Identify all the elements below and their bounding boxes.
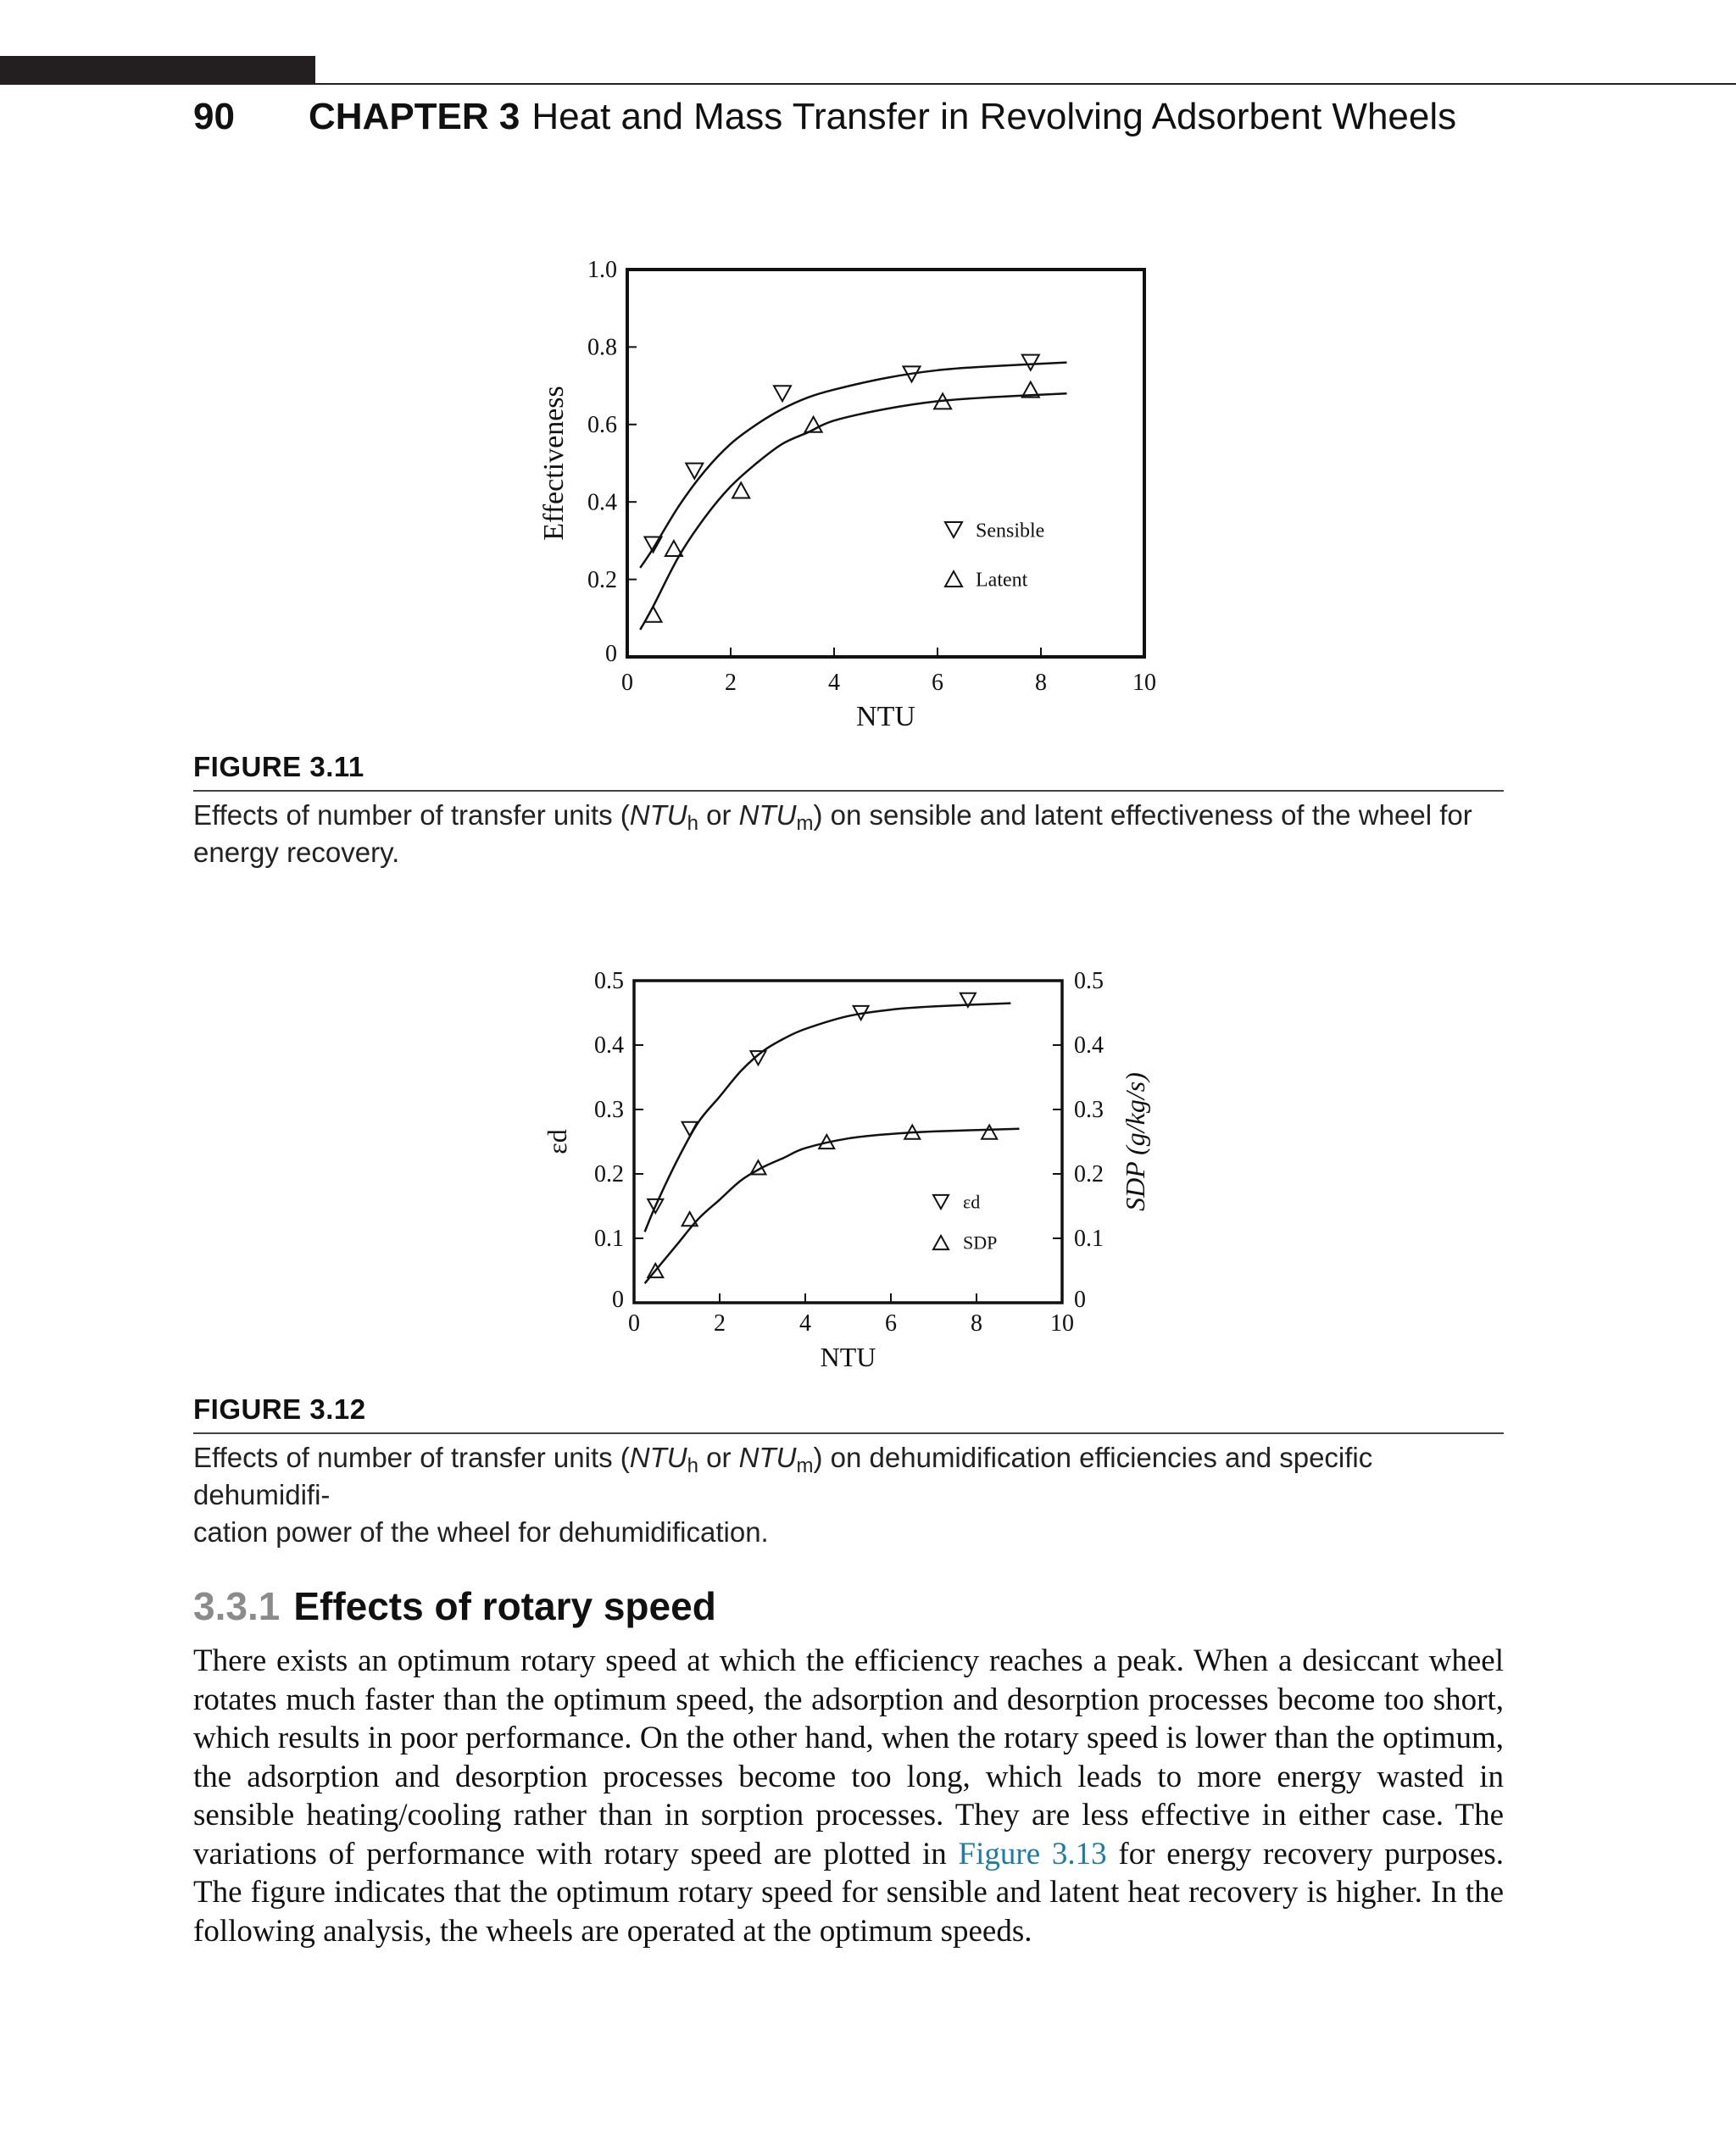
section-title: Effects of rotary speed [293,1584,716,1628]
figure-3-12-rule [193,1432,1504,1434]
section-paragraph [193,1642,1504,1950]
data-point-0 [1022,355,1039,370]
chapter-label: CHAPTER 3 [309,96,520,137]
x-tick-label: 4 [828,670,840,696]
paragraph-text: for energy recovery purposes. The figure indicates that the optimum rotary speed for sensible and latent heat recovery is higher. In the following analysis, the wheels are operated at the optimum speeds. [193,1836,1504,1949]
y-tick-label: 0.5 [594,968,624,995]
y-right-axis-label: SDP (g/kg/s) [1120,1072,1150,1211]
y-tick-label: 0.6 [587,412,617,439]
legend-marker-0 [945,522,962,537]
y-right-tick-label: 0.4 [1074,1032,1104,1059]
paragraph-text: There exists an optimum rotary speed at which the efficiency reaches a peak. When a desiccant wheel rotates much faster than the optimum speed, the adsorption and desorption processes become too short, which results in poor performance. On the other hand, when the rotary speed is lower than the optimum, the adsorption and desorption processes become too long, which leads to more energy wasted in sensible heating/cooling rather than in sorption processes. They are less effective in either case. The variations of performance with rotary speed are plotted in [193,1643,1504,1871]
caption-sub-h: h [687,812,698,835]
caption-ntu: NTU [738,799,797,831]
y-tick-label: 0 [605,641,617,668]
x-tick-label: 0 [628,1310,640,1337]
caption-text: Effects of number of transfer units ( [193,799,630,831]
caption-text: cation power of the wheel for dehumidification. [193,1516,769,1548]
y-tick-label: 0.8 [587,334,617,361]
figure-3-12-chart [0,941,1736,1382]
x-tick-label: 10 [1050,1310,1074,1337]
figure-3-12-label: FIGURE 3.12 [193,1393,366,1425]
caption-ntu: NTU [629,799,687,831]
x-tick-label: 8 [1035,670,1047,696]
x-tick-label: 6 [932,670,943,696]
chapter-title: Heat and Mass Transfer in Revolving Adsorbent Wheels [531,96,1457,137]
y-tick-label: 1.0 [587,257,617,284]
caption-text: Effects of number of transfer units ( [193,1442,630,1473]
x-tick-label: 10 [1132,670,1156,696]
x-axis-label: NTU [820,1342,876,1372]
caption-sub-h: h [687,1454,698,1477]
y-right-tick-label: 0.5 [1074,968,1104,995]
running-header [193,92,1456,142]
y-tick-label: 0 [612,1287,624,1314]
section-heading [193,1583,716,1629]
section-number: 3.3.1 [193,1584,281,1628]
figure-3-11-rule [193,790,1504,792]
y-tick-label: 0.1 [594,1226,624,1253]
y-right-tick-label: 0 [1074,1287,1086,1314]
caption-text: ) on sensible and latent effectiveness of the wheel for [813,799,1472,831]
series-curve-0 [645,1004,1011,1232]
data-point-1 [982,1126,997,1139]
caption-or: or [698,1442,739,1473]
legend-label-0: εd [963,1191,981,1213]
legend-marker-0 [933,1195,949,1209]
data-point-0 [774,386,791,401]
x-tick-label: 8 [971,1310,982,1337]
figure-3-13-link[interactable]: Figure 3.13 [958,1836,1107,1871]
x-tick-label: 6 [885,1310,897,1337]
series-curve-1 [640,393,1066,630]
legend-marker-1 [933,1236,949,1249]
x-tick-label: 4 [799,1310,811,1337]
y-tick-label: 0.3 [594,1097,624,1124]
legend-marker-1 [945,571,962,587]
figure-3-11-caption [193,797,1507,871]
y-tick-label: 0.2 [587,566,617,593]
figure-3-11-chart [0,237,1736,746]
header-rule [0,83,1736,85]
caption-sub-m: m [796,1454,814,1477]
x-axis-label: NTU [856,701,915,732]
legend-label-1: Latent [976,569,1028,592]
caption-or: or [698,799,739,831]
y-tick-label: 0.4 [594,1032,624,1059]
data-point-1 [732,482,749,498]
plot-frame [627,270,1144,657]
caption-ntu: NTU [629,1442,687,1473]
data-point-0 [750,1051,765,1065]
y-axis-label: Effectiveness [538,386,570,541]
figure-3-12-caption [193,1439,1507,1551]
y-axis-label: εd [542,1129,572,1154]
caption-text: ) on dehumidification efficiencies and specific dehumidifi- [193,1442,1373,1510]
x-tick-label: 2 [725,670,737,696]
caption-ntu: NTU [738,1442,797,1473]
y-right-tick-label: 0.2 [1074,1161,1104,1188]
page-number: 90 [193,96,235,137]
y-right-tick-label: 0.1 [1074,1226,1104,1253]
y-right-tick-label: 0.3 [1074,1097,1104,1124]
y-tick-label: 0.2 [594,1161,624,1188]
header-bar [0,56,315,85]
legend-label-0: Sensible [976,520,1045,542]
x-tick-label: 2 [714,1310,726,1337]
legend-label-1: SDP [963,1232,998,1254]
figure-3-11-label: FIGURE 3.11 [193,751,364,782]
x-tick-label: 0 [621,670,633,696]
caption-text: energy recovery. [193,837,400,868]
y-tick-label: 0.4 [587,489,617,516]
plot-frame [634,981,1062,1303]
caption-sub-m: m [796,812,814,835]
